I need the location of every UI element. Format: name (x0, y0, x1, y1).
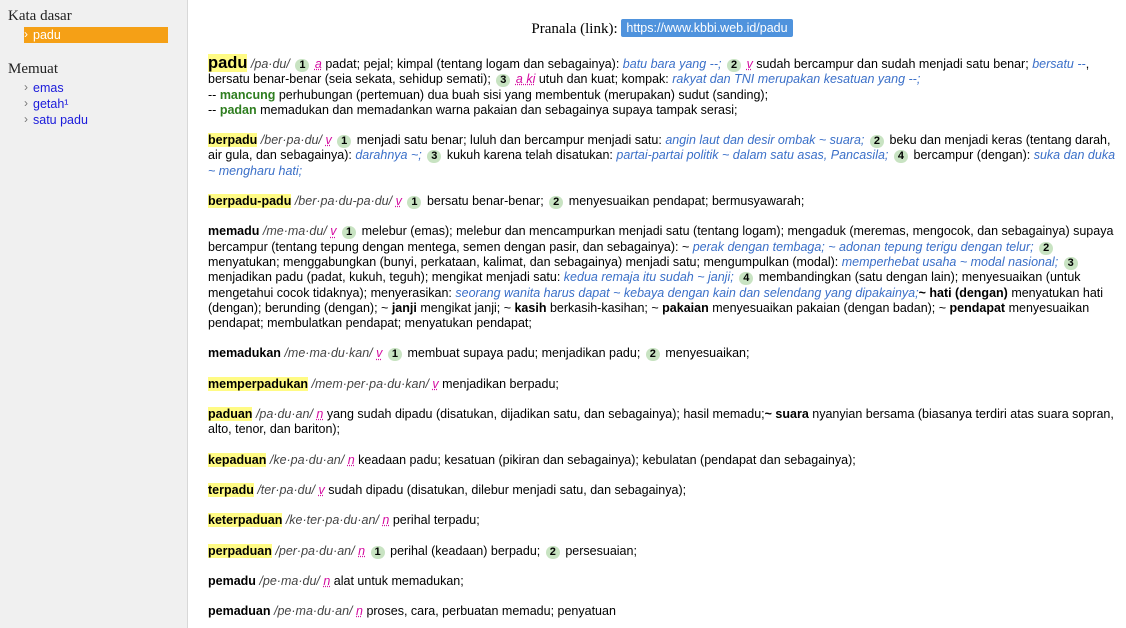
sidebar (0, 0, 188, 628)
example: rakyat dan TNI merupakan kesatuan yang --; (672, 72, 921, 87)
entry-memadukan (208, 346, 1116, 361)
sense-number: 2 (1039, 242, 1053, 255)
word-class[interactable]: n (356, 604, 363, 619)
headword: memadu (208, 224, 260, 239)
memuat-item-getah[interactable]: › getah¹ (24, 96, 187, 112)
definition: membuat supaya padu; menjadikan padu; (407, 346, 641, 361)
definition: sudah dipadu (disatukan, dilebur menjadi satu, dan sebagainya); (328, 482, 687, 497)
entry-keterpaduan (208, 513, 1116, 528)
definition: menyesuaikan; (665, 346, 750, 361)
word-class[interactable]: n (382, 513, 390, 528)
entry-berpadu (208, 133, 1116, 179)
pronunciation: /pa·du/ (250, 57, 290, 71)
word-class[interactable]: v (376, 346, 383, 361)
pronunciation: /ber·pa·du/ (260, 133, 322, 148)
definition: bersatu benar-benar; (426, 194, 544, 209)
derived-term: pendapat (949, 300, 1006, 315)
word-class[interactable]: a ki (515, 72, 536, 87)
definition: menjadi satu benar; luluh dan bercampur menjadi satu: (356, 133, 662, 148)
main-content (208, 0, 1116, 619)
pronunciation: /ke·pa·du·an/ (269, 452, 345, 467)
memuat-item-satu-padu[interactable]: › satu padu (24, 112, 187, 128)
entry-berpadu-padu (208, 194, 1116, 209)
headword: berpadu-padu (208, 194, 292, 209)
subentry-prefix: -- (208, 87, 217, 102)
pronunciation: /pa·du·an/ (255, 407, 313, 422)
word-class[interactable]: n (358, 543, 366, 558)
derived-term: kasih (514, 300, 547, 315)
pranala-row (208, 19, 1116, 39)
entry-terpadu (208, 483, 1116, 498)
subentry-prefix: -- (208, 102, 217, 117)
definition: persesuaian; (565, 543, 637, 558)
pranala-label: Pranala (link): (531, 21, 618, 37)
pronunciation: /me·ma·du/ (262, 224, 327, 239)
example: darahnya ~; (355, 148, 422, 163)
derived-term: ~ suara (764, 407, 809, 422)
pranala-url-link[interactable]: https://www.kbbi.web.id/padu (621, 19, 792, 37)
word-class[interactable]: v (746, 57, 753, 71)
kata-dasar-item-padu[interactable]: › padu (24, 27, 168, 43)
sense-number: 1 (295, 59, 309, 72)
headword: memadukan (208, 346, 281, 361)
headword: paduan (208, 407, 253, 422)
example: seorang wanita harus dapat ~ kebaya dengan kain dan selendang yang dipakainya; (455, 285, 919, 300)
definition: berkasih-kasihan; (549, 300, 648, 315)
headword: terpadu (208, 482, 254, 497)
definition: menjadikan berpadu; (442, 376, 559, 391)
pronunciation: /ke·ter·pa·du·an/ (285, 513, 379, 528)
sense-number: 4 (894, 150, 908, 163)
headword: keterpaduan (208, 513, 283, 528)
memuat-heading: Memuat (8, 61, 58, 77)
definition: nyanyian bersama (biasanya terdiri atas suara sopran, alto, tenor, dan bariton); (208, 407, 1114, 437)
definition: perihal terpadu; (392, 513, 480, 528)
word-class[interactable]: v (318, 482, 325, 497)
pronunciation: /pe·ma·du/ (259, 573, 320, 588)
example: kedua remaja itu sudah ~ janji; (563, 270, 734, 285)
headword: memperpadukan (208, 376, 309, 391)
sense-number: 4 (739, 272, 753, 285)
definition: melebur (emas); melebur dan mencampurkan menjadi satu (tentang logam); mengaduk (meremas, mengocok, dan sebagainya) supaya bercampur (tentang tepung dengan mentega, semen dengan pasir, dan sebagainya): ~ (208, 224, 1114, 254)
sense-number: 2 (549, 196, 563, 209)
definition: kukuh karena telah disatukan: (446, 148, 613, 163)
example: memperhebat usaha ~ modal nasional; (841, 254, 1059, 269)
headword: padu (208, 54, 248, 72)
word-class[interactable]: v (325, 133, 332, 148)
sense-number: 1 (342, 226, 356, 239)
entry-kepaduan (208, 453, 1116, 468)
derived-term: ~ hati (dengan) (918, 285, 1008, 300)
definition: menjadikan padu (padat, kukuh, teguh); mengikat menjadi satu: (208, 270, 561, 285)
definition: yang sudah dipadu (disatukan, dijadikan satu, dan sebagainya); hasil memadu; (326, 407, 765, 422)
example: bersatu -- (1032, 57, 1086, 71)
sense-number: 2 (870, 135, 884, 148)
definition: beku dan menjadi keras (tentang darah, air gula, dan sebagainya): (208, 133, 1111, 163)
pronunciation: /per·pa·du·an/ (275, 543, 355, 558)
sense-number: 1 (407, 196, 421, 209)
definition: sudah bercampur dan sudah menjadi satu benar; (756, 57, 1029, 71)
kata-dasar-heading: Kata dasar (8, 8, 72, 24)
entry-pemaduan (208, 604, 1116, 619)
definition: menyatukan; menggabungkan (bunyi, perkataan, kalimat, dan sebagainya) menjadi satu; mengumpulkan (modal): (208, 254, 839, 269)
definition: utuh dan kuat; kompak: (538, 72, 669, 87)
headword: perpaduan (208, 543, 272, 558)
definition: proses, cara, perbuatan memadu; penyatuan (366, 604, 616, 619)
sense-number: 3 (496, 74, 510, 87)
headword: kepaduan (208, 452, 267, 467)
pronunciation: /me·ma·du·kan/ (284, 346, 373, 361)
word-class[interactable]: v (432, 376, 439, 391)
sense-number: 3 (1064, 257, 1078, 270)
pronunciation: /pe·ma·du·an/ (274, 604, 353, 619)
subentry-term: padan (219, 102, 257, 117)
example: perak dengan tembaga; ~ adonan tepung terigu dengan telur; (692, 239, 1034, 254)
word-class[interactable]: v (330, 224, 337, 239)
definition: mengikat janji; (420, 300, 501, 315)
definition: menyesuaikan pendapat; membulatkan pendapat; menyatukan pendapat; (208, 300, 1090, 331)
entry-memadu: memadu /me·ma·du/ v 1 melebur (emas); melebur dan mencampurkan menjadi satu (tentang logam); mengaduk (meremas, mengocok, dan sebagainya) supaya bercampur (tentang tepung dengan mentega, semen dengan pasir, dan sebagainya): ~ perak dengan tembaga; ~ adonan tepung terigu dengan telur; 2 menyatukan; menggabungkan (bunyi, perkataan, kalimat, dan sebagainya) menjadi satu; mengumpulkan (modal): memperhebat usaha ~ modal nasional; 3 menjadikan padu (padat, kukuh, teguh); mengikat menjadi satu: kedua remaja itu sudah ~ janji; 4 membandingkan (satu dengan lain); menyesuaikan (untuk mengetahui cocok tidaknya); menyerasikan: seorang wanita harus dapat ~ kebaya dengan kain dan selendang yang dipakainya;~ hati (dengan) menyatukan hati (dengan); berunding (dengan); ~ janji mengikat janji; ~ kasih berkasih-kasihan; ~ pakaian menyesuaikan pakaian (dengan badan); ~ pendapat menyesuaikan pendapat; membulatkan pendapat; menyatukan pendapat; (208, 224, 1114, 331)
definition: , bersatu benar-benar (seia sekata, sehidup semati); (208, 57, 1090, 87)
definition: menyesuaikan pakaian (dengan badan); (712, 300, 936, 315)
sense-number: 1 (337, 135, 351, 148)
entry-pemadu (208, 574, 1116, 589)
entry-perpaduan (208, 544, 1116, 559)
sense-number: 2 (546, 546, 560, 559)
word-class[interactable]: a (314, 57, 322, 71)
definition: membandingkan (satu dengan lain); menyesuaikan (untuk mengetahui cocok tidaknya); menyerasikan: (208, 270, 1081, 300)
definition: bercampur (dengan): (913, 148, 1031, 163)
pronunciation: /ter·pa·du/ (257, 482, 315, 497)
headword: pemaduan (208, 604, 271, 619)
entry-memperpadukan (208, 377, 1116, 392)
example: angin laut dan desir ombak ~ suara; (665, 133, 865, 148)
sense-number: 2 (646, 348, 660, 361)
entry-padu (208, 56, 1116, 118)
sense-number: 1 (388, 348, 402, 361)
word-class[interactable]: n (347, 452, 355, 467)
definition: perhubungan (pertemuan) dua buah sisi yang membentuk (merupakan) sudut (sanding); (278, 87, 769, 102)
definition: padat; pejal; kimpal (tentang logam dan sebagainya): (325, 57, 620, 71)
sense-number: 2 (727, 59, 741, 72)
definition: menyatukan hati (dengan); berunding (dengan); (208, 285, 1104, 315)
definition: memadukan dan memadankan warna pakaian dan sebagainya supaya tampak serasi; (260, 102, 738, 117)
sense-number: 3 (427, 150, 441, 163)
definition: keadaan padu; kesatuan (pikiran dan sebagainya); kebulatan (pendapat dan sebagainya); (358, 452, 856, 467)
derived-term: janji (391, 300, 417, 315)
word-class[interactable]: n (323, 573, 331, 588)
subentry-term: mancung (219, 87, 276, 102)
example: batu bara yang --; (622, 57, 722, 71)
entry-paduan (208, 407, 1116, 438)
pronunciation: /ber·pa·du-pa·du/ (294, 194, 393, 209)
definition: menyesuaikan pendapat; bermusyawarah; (568, 194, 805, 209)
word-class[interactable]: v (395, 194, 402, 209)
example: suka dan duka ~ mengharu hati; (208, 148, 1116, 178)
headword: berpadu (208, 133, 258, 148)
definition: perihal (keadaan) berpadu; (390, 543, 541, 558)
sense-number: 1 (371, 546, 385, 559)
headword: pemadu (208, 573, 256, 588)
definition: alat untuk memadukan; (333, 573, 464, 588)
example: partai-partai politik ~ dalam satu asas, Pancasila; (616, 148, 889, 163)
word-class[interactable]: n (316, 407, 324, 422)
memuat-item-emas[interactable]: › emas (24, 80, 187, 96)
derived-term: pakaian (662, 300, 709, 315)
pronunciation: /mem·per·pa·du·kan/ (311, 376, 429, 391)
